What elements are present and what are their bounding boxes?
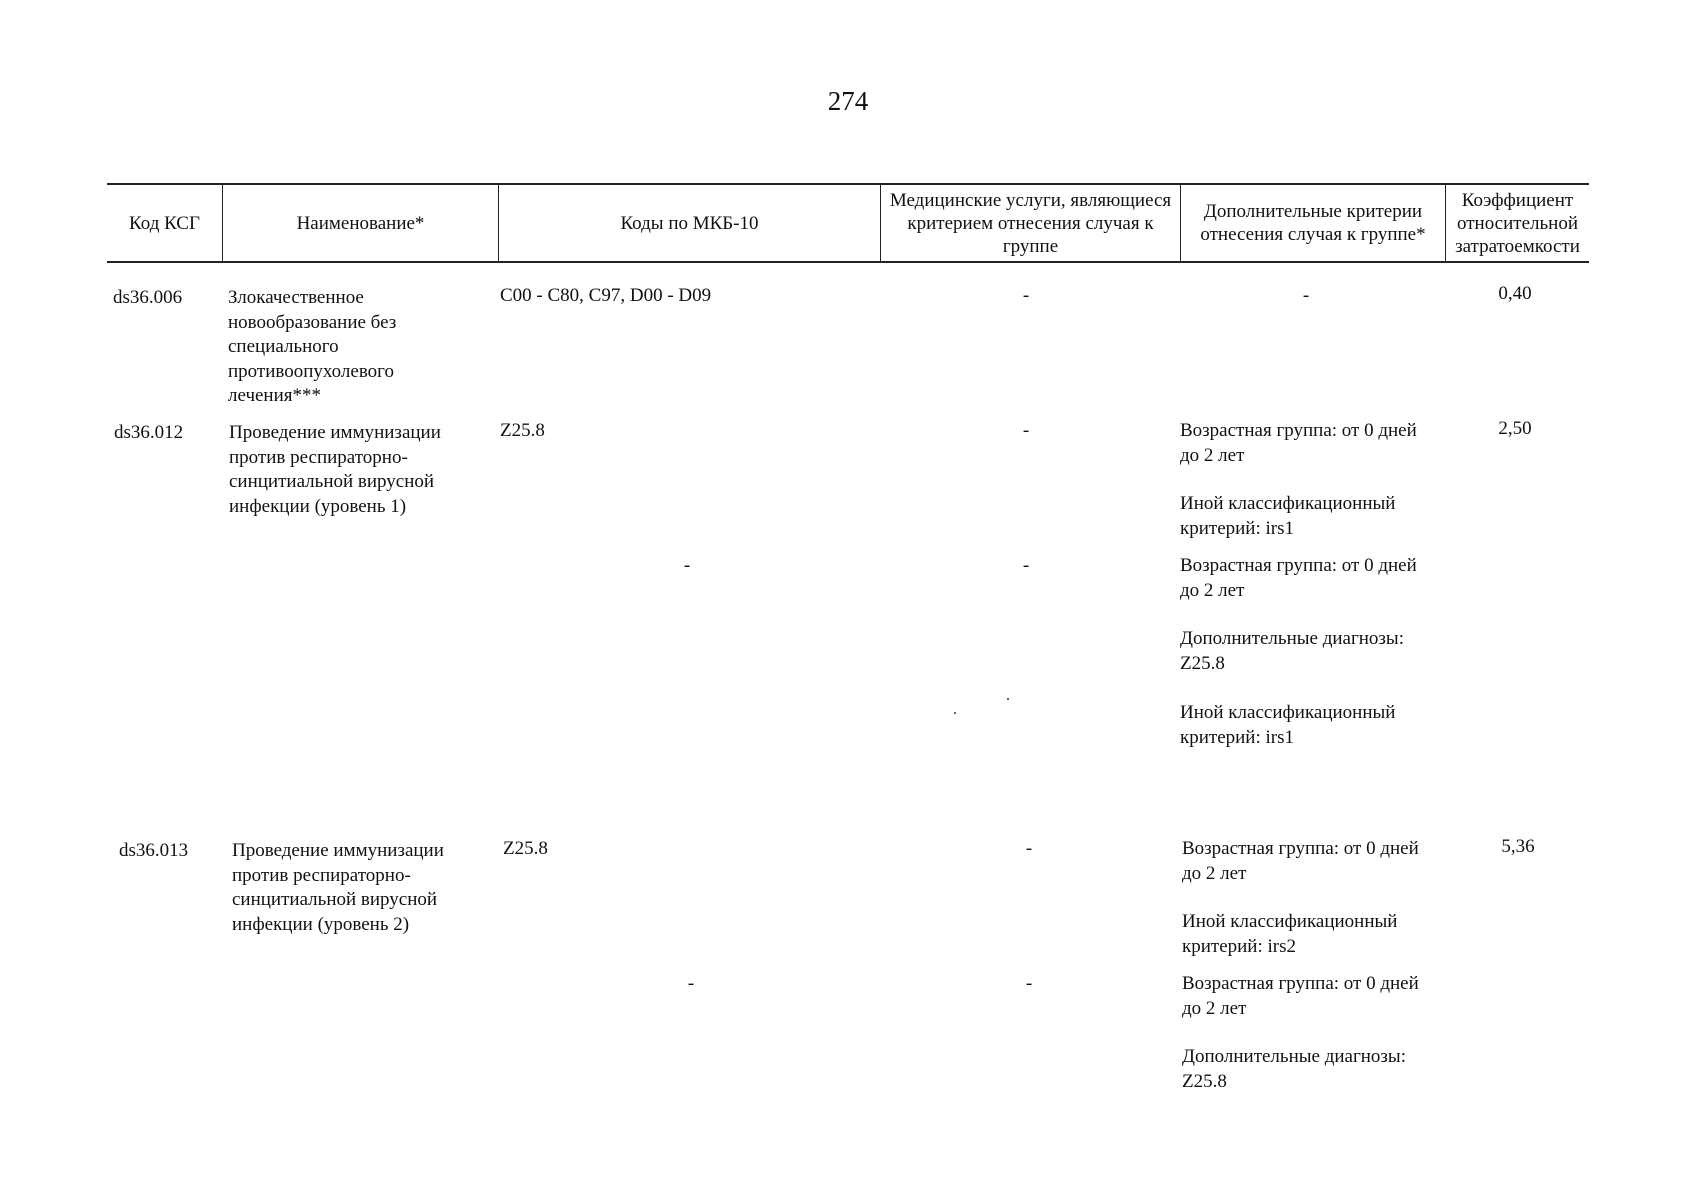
- row-name: Проведение иммунизации против респираторно-синцитиальной вирусной инфекции (уровень 2): [232, 840, 444, 935]
- scan-speck: [954, 712, 956, 714]
- row-code: ds36.012: [114, 422, 184, 443]
- row-services: -: [1025, 838, 1033, 859]
- row-criteria-age: Возрастная группа: от 0 дней до 2 лет: [1182, 838, 1419, 884]
- page-number: 274: [827, 86, 869, 116]
- row-services: -: [1022, 285, 1030, 306]
- subrow-criteria-other: Иной классификационный критерий: irs1: [1180, 702, 1396, 748]
- col-header-name: Наименование*: [296, 212, 425, 234]
- col-header-services: Медицинские услуги, являющиеся критерием отнесения случая к группе: [889, 189, 1172, 257]
- row-coef: 5,36: [1501, 836, 1535, 857]
- subrow-criteria-diag: Дополнительные диагнозы: Z25.8: [1182, 1046, 1406, 1092]
- row-name: Проведение иммунизации против респираторно-синцитиальной вирусной инфекции (уровень 1): [229, 422, 441, 517]
- row-coef: 0,40: [1498, 283, 1532, 304]
- row-icd: C00 - C80, C97, D00 - D09: [500, 285, 712, 306]
- col-header-icd: Коды по МКБ-10: [620, 212, 759, 234]
- row-criteria: -: [1302, 285, 1310, 306]
- row-icd: Z25.8: [500, 420, 545, 441]
- row-icd: Z25.8: [503, 838, 548, 859]
- subrow-icd: -: [683, 555, 691, 576]
- col-header-coef: Коэффициент относительной затратоемкости: [1455, 189, 1580, 257]
- row-code: ds36.006: [113, 287, 183, 308]
- scan-speck: [1007, 698, 1009, 700]
- row-coef: 2,50: [1498, 418, 1532, 439]
- subrow-criteria-age: Возрастная группа: от 0 дней до 2 лет: [1182, 973, 1419, 1019]
- col-header-code: Код КСГ: [129, 212, 200, 234]
- subrow-criteria-diag: Дополнительные диагнозы: Z25.8: [1180, 628, 1404, 674]
- subrow-services: -: [1025, 973, 1033, 994]
- row-services: -: [1022, 420, 1030, 441]
- row-criteria-age: Возрастная группа: от 0 дней до 2 лет: [1180, 420, 1417, 466]
- row-criteria-other: Иной классификационный критерий: irs2: [1182, 911, 1398, 957]
- subrow-criteria-age: Возрастная группа: от 0 дней до 2 лет: [1180, 555, 1417, 601]
- row-criteria-other: Иной классификационный критерий: irs1: [1180, 493, 1396, 539]
- subrow-services: -: [1022, 555, 1030, 576]
- row-name: Злокачественное новообразование без специального противоопухолевого лечения***: [228, 287, 397, 406]
- col-header-criteria: Дополнительные критерии отнесения случая к группе*: [1200, 201, 1426, 245]
- subrow-icd: -: [687, 973, 695, 994]
- row-code: ds36.013: [119, 840, 189, 861]
- table-header: [107, 183, 1589, 263]
